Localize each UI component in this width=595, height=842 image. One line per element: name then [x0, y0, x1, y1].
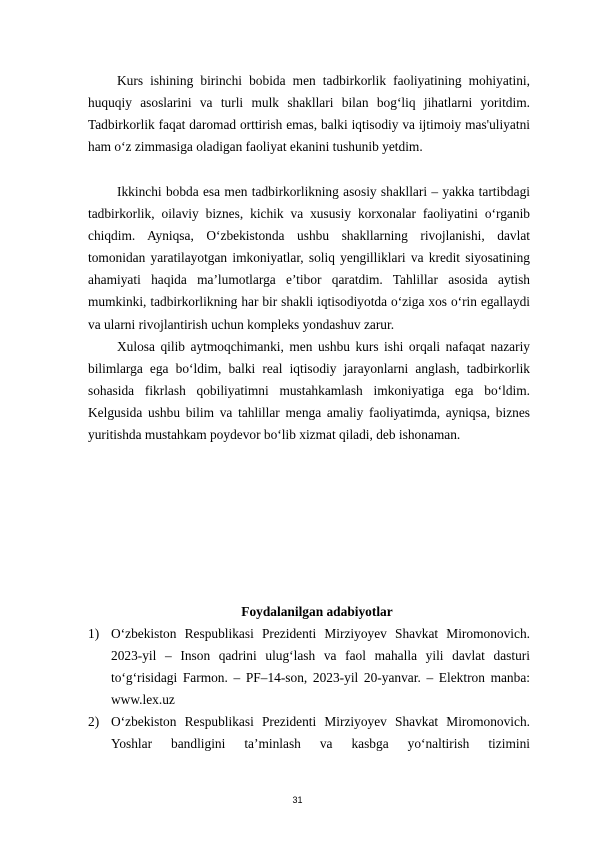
page-number: 31: [292, 795, 303, 805]
paragraph-chapter-one-summary: Kurs ishining birinchi bobida men tadbirkorlik faoliyatining mohiyatini, huquqiy asoslarini va turli mulk shakllari bilan bog‘liq jihatlarni yoritdim. Tadbirkorlik faqat daromad orttirish emas, balki iqtisodiy va ijtimoiy mas'uliyatni ham o‘z zimmasiga oladigan faoliyat ekanini tushunib yetdim.: [88, 73, 530, 155]
paragraph-conclusion: Xulosa qilib aytmoqchimanki, men ushbu kurs ishi orqali nafaqat nazariy bilimlarga ega bo‘ldim, balki real iqtisodiy jarayonlarni anglash, tadbirkorlik sohasida fikrlash qobiliyatimni mustahkamlash imkoniyatiga ega bo‘ldim. Kelgusida ushbu bilim va tahlillar menga amaliy faoliyatimda, ayniqsa, biznes yuritishda mustahkam poydevor bo‘lib xizmat qiladi, deb ishonaman.: [88, 339, 530, 443]
reference-item: [88, 711, 530, 755]
references-list: [88, 623, 530, 756]
references-heading: Foydalanilgan adabiyotlar: [241, 604, 393, 619]
reference-item: [88, 623, 530, 711]
reference-number: 2): [88, 714, 100, 730]
reference-number: 1): [88, 626, 100, 641]
reference-text: O‘zbekiston Respublikasi Prezidenti Mirziyoyev Shavkat Miromonovich. Yoshlar bandligini ta’minlash va kasbga yo‘naltirish tizimini: [111, 714, 530, 752]
reference-text: O‘zbekiston Respublikasi Prezidenti Mirziyoyev Shavkat Miromonovich. 2023-yil – Inson qadrini ulug‘lash va faol mahalla yili davlat dasturi to‘g‘risidagi Farmon. – PF–14-son, 2023-yil 20-yanvar. – Elektron manba: www.lex.uz: [111, 626, 530, 708]
paragraph-chapter-two-summary: Ikkinchi bobda esa men tadbirkorlikning asosiy shakllari – yakka tartibdagi tadbirkorlik, oilaviy biznes, kichik va xususiy korxonalar faoliyatini o‘rganib chiqdim. Ayniqsa, O‘zbekistonda ushbu shakllarning rivojlanishi, davlat tomonidan yaratilayotgan imkoniyatlar, soliq yengilliklari va kredit siyosatining ahamiyati haqida ma’lumotlarga e’tibor qaratdim. Tahlillar asosida aytish mumkinki, tadbirkorlikning har bir shakli iqtisodiyotda o‘ziga xos o‘rin egallaydi va ularni rivojlantirish uchun kompleks yondashuv zarur.: [88, 184, 530, 332]
